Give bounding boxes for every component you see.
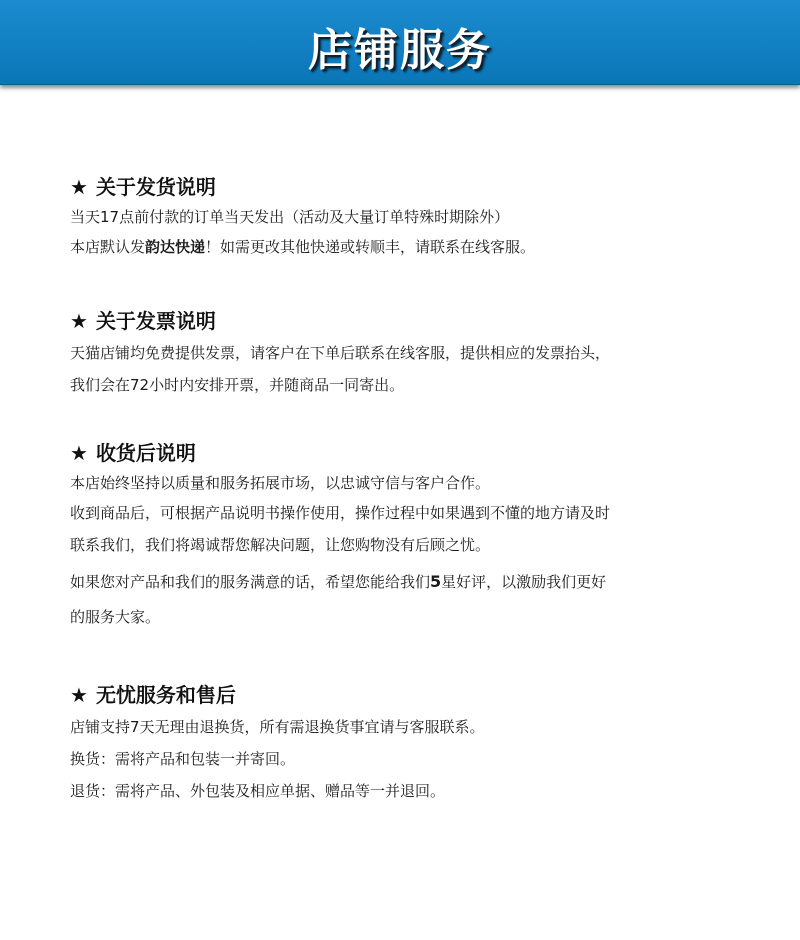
text-segment: 如果您对产品和我们的服务满意的话，希望您能给我们 bbox=[70, 573, 431, 591]
paragraph-line: 联系我们，我们将竭诚帮您解决问题，让您购物没有后顾之忧。 bbox=[70, 536, 491, 554]
paragraph-line: 我们会在72小时内安排开票，并随商品一同寄出。 bbox=[70, 376, 405, 394]
star-icon: ★ bbox=[70, 441, 88, 465]
section-title: 无忧服务和售后 bbox=[95, 683, 236, 707]
text-segment: ！如需更改其他快递或转顺丰，请联系在线客服。 bbox=[205, 238, 536, 256]
paragraph-line: 的服务大家。 bbox=[70, 608, 161, 626]
paragraph-line: 收到商品后，可根据产品说明书操作使用，操作过程中如果遇到不懂的地方请及时 bbox=[70, 504, 611, 522]
section-heading bbox=[70, 306, 770, 336]
star-icon: ★ bbox=[70, 309, 88, 333]
section-title: 关于发货说明 bbox=[95, 175, 216, 199]
section-heading bbox=[70, 680, 770, 710]
banner-title: 店铺服务 bbox=[308, 25, 492, 76]
paragraph-line: 本店始终坚持以质量和服务拓展市场，以忠诚守信与客户合作。 bbox=[70, 474, 491, 492]
paragraph-line: 当天17点前付款的订单当天发出（活动及大量订单特殊时期除外） bbox=[70, 208, 510, 226]
paragraph-line: 天猫店铺均免费提供发票，请客户在下单后联系在线客服，提供相应的发票抬头， bbox=[70, 344, 611, 362]
section-invoice bbox=[70, 306, 770, 400]
star-icon: ★ bbox=[70, 683, 88, 707]
section-shipping bbox=[70, 172, 770, 262]
page-banner bbox=[0, 0, 800, 85]
section-title: 收货后说明 bbox=[95, 441, 196, 465]
section-heading bbox=[70, 438, 770, 468]
paragraph-line: 换货：需将产品和包装一并寄回。 bbox=[70, 750, 296, 768]
star-rating-number: 5 bbox=[430, 572, 442, 591]
courier-name: 韵达快递 bbox=[145, 238, 206, 256]
section-worry-free-service bbox=[70, 680, 770, 808]
section-title: 关于发票说明 bbox=[95, 309, 216, 333]
section-heading bbox=[70, 172, 770, 202]
paragraph-line bbox=[70, 562, 770, 602]
paragraph-line bbox=[70, 232, 770, 262]
paragraph-line: 退货：需将产品、外包装及相应单据、赠品等一并退回。 bbox=[70, 782, 446, 800]
paragraph-line: 店铺支持7天无理由退换货，所有需退换货事宜请与客服联系。 bbox=[70, 718, 485, 736]
text-segment: 本店默认发 bbox=[70, 238, 146, 256]
text-segment: 星好评，以激励我们更好 bbox=[441, 573, 607, 591]
star-icon: ★ bbox=[70, 175, 88, 199]
section-after-receipt bbox=[70, 438, 770, 632]
